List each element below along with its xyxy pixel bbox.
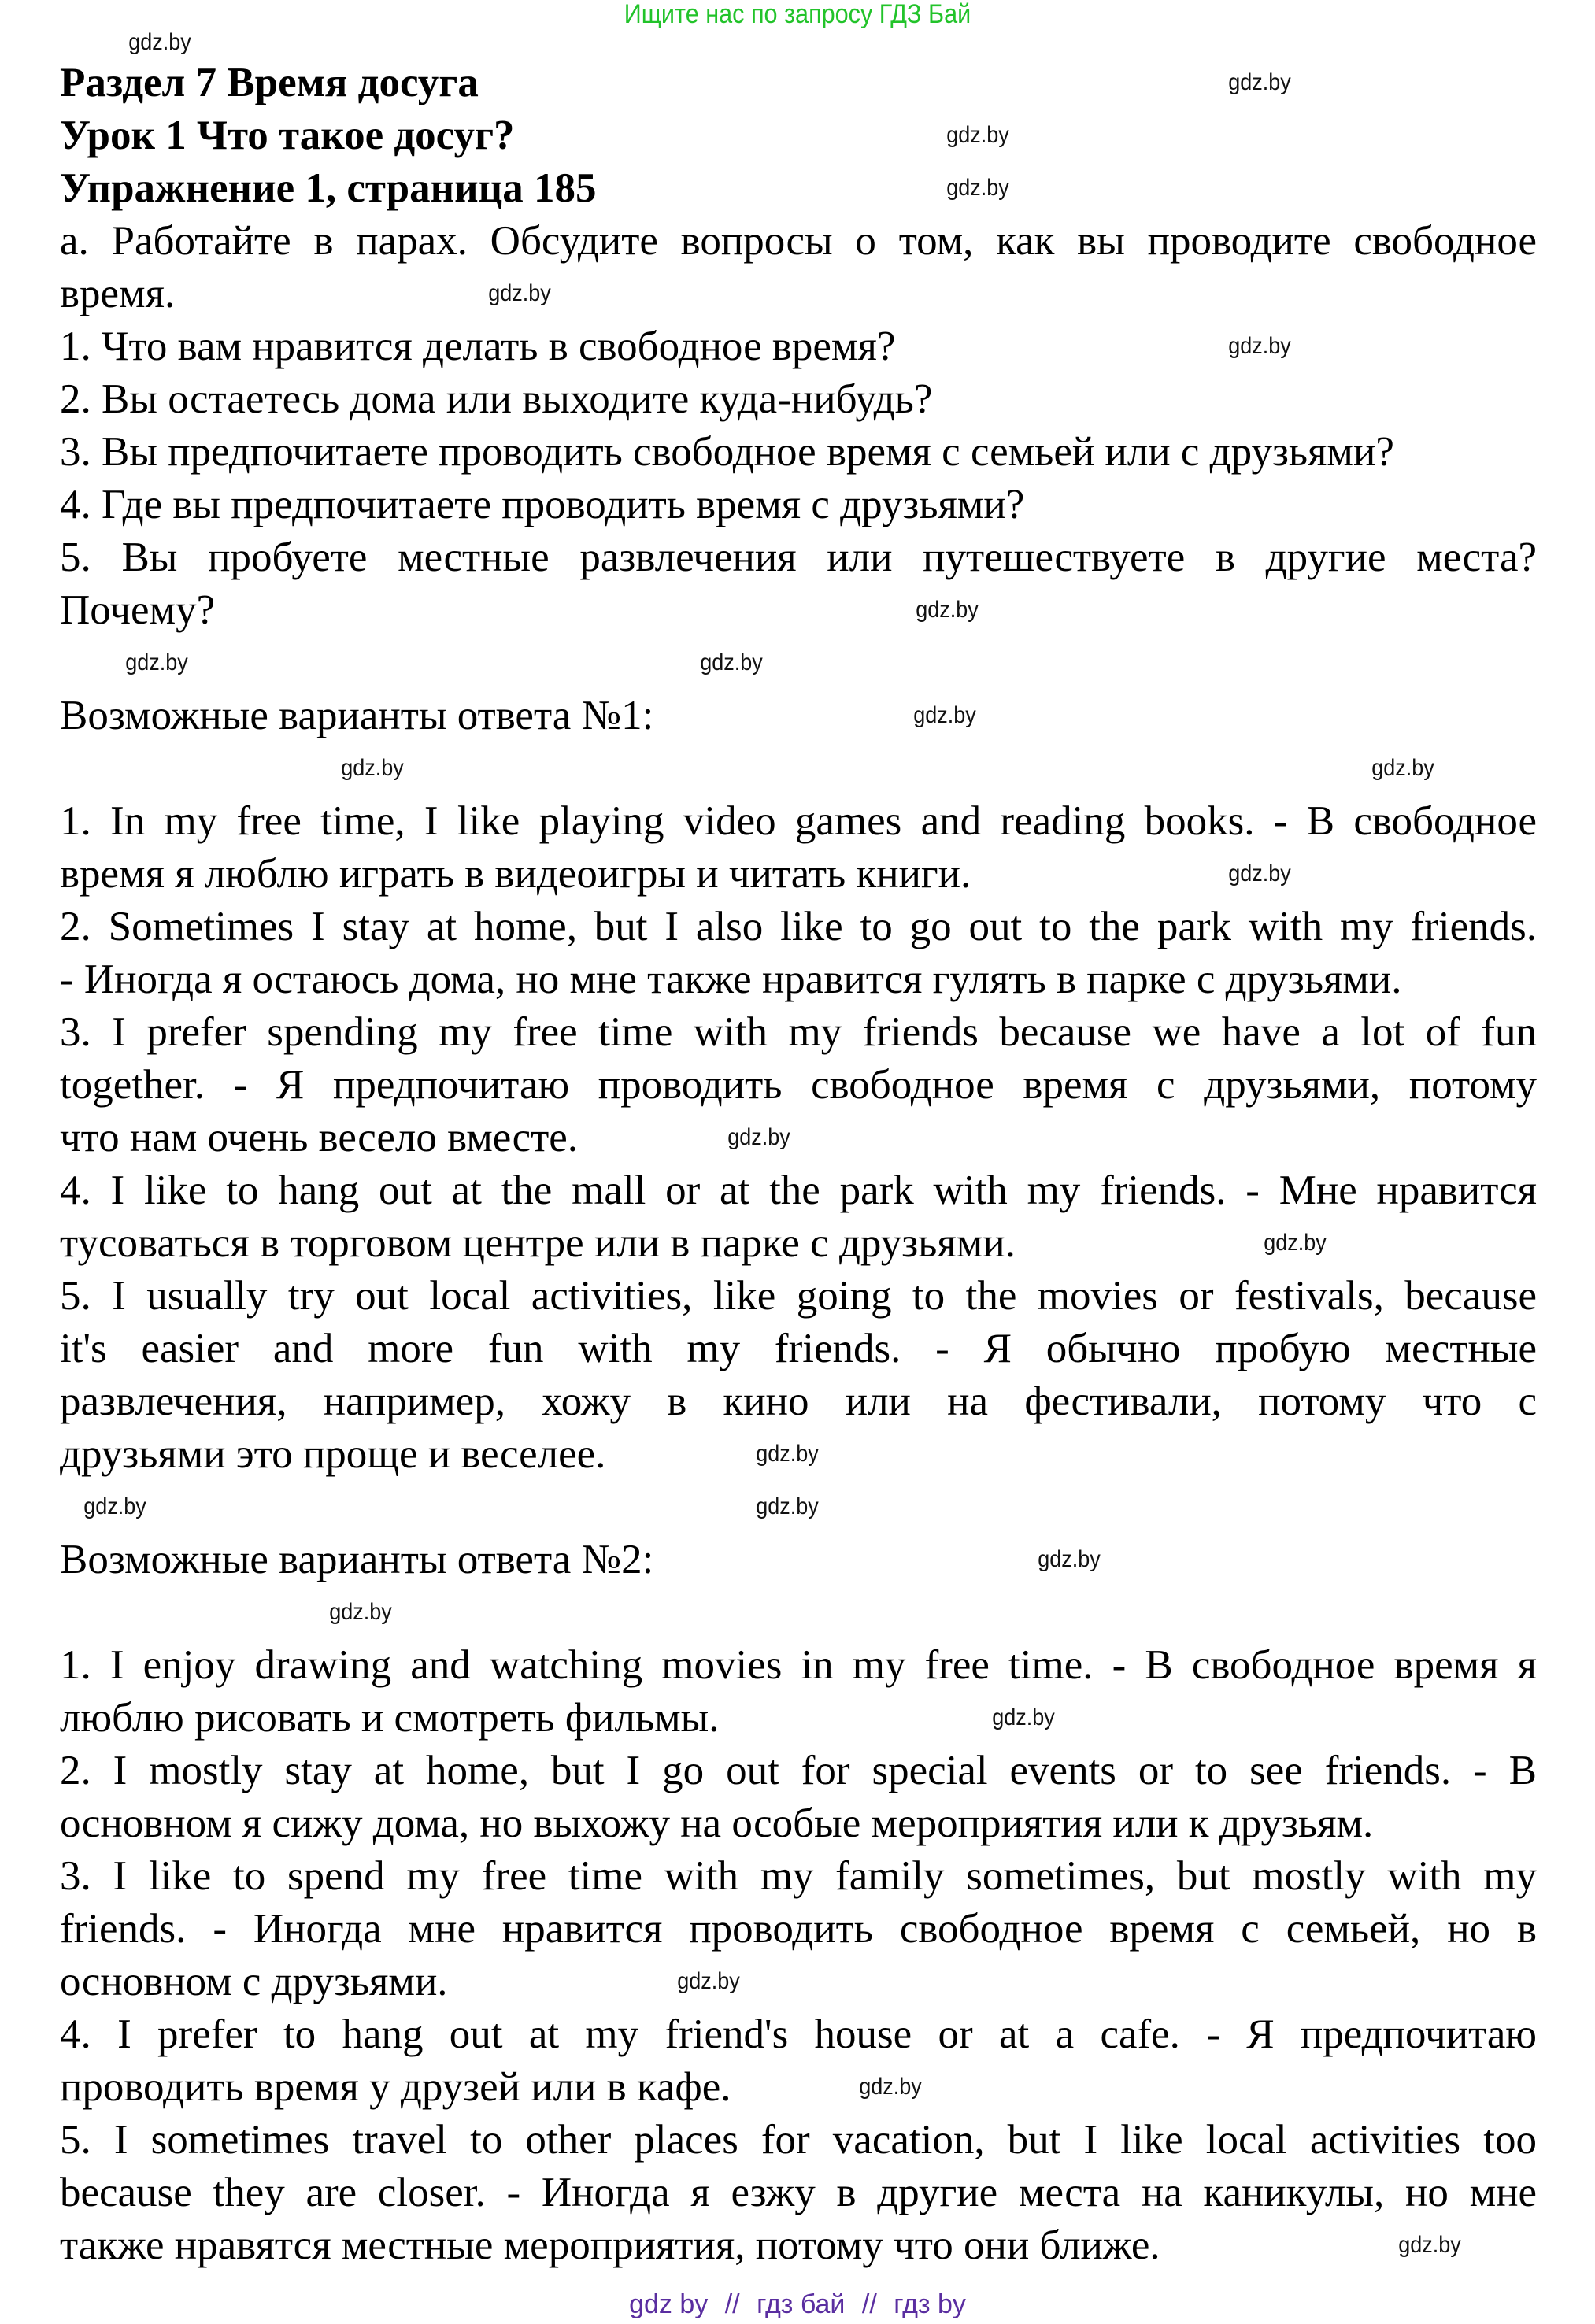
- watermark-text: gdz.by: [1228, 860, 1291, 886]
- text-line: развлечения, например, хожу в кино или на фестивали, потому что с: [60, 1378, 1537, 1424]
- watermark-text: gdz.by: [1228, 333, 1291, 359]
- answer-item: [60, 1639, 1537, 1745]
- text-line: 5. I usually try out local activities, like going to the movies or festivals, because: [60, 1273, 1537, 1319]
- footer-link-gdz-by[interactable]: gdz by: [629, 2289, 709, 2319]
- spacer: [60, 637, 1537, 690]
- text-line: основном с друзьями.: [60, 1959, 448, 2004]
- text-line: because they are closer. - Иногда я езжу в другие места на каникулы, но мне: [60, 2170, 1537, 2215]
- watermark-text: gdz.by: [341, 755, 404, 781]
- watermark-text: gdz.by: [992, 1704, 1055, 1730]
- watermark-text: gdz.by: [128, 29, 191, 55]
- question-item: [60, 479, 1537, 531]
- watermark-text: gdz.by: [700, 649, 763, 675]
- text-line: основном я сижу дома, но выхожу на особые мероприятия или к друзьям.: [60, 1800, 1374, 1846]
- section-title: Раздел 7 Время досуга: [60, 60, 479, 105]
- text-line: it's easier and more fun with my friends. - Я обычно пробую местные: [60, 1326, 1537, 1371]
- answer-item: [60, 2008, 1537, 2114]
- text-line: 3. Вы предпочитаете проводить свободное время с семьей или с друзьями?: [60, 429, 1394, 475]
- spacer: [60, 1586, 1537, 1639]
- text-line: 3. I like to spend my free time with my family sometimes, but mostly with my: [60, 1853, 1537, 1899]
- text-line: 5. I sometimes travel to other places for vacation, but I like local activities too: [60, 2117, 1537, 2163]
- text-line: а. Работайте в парах. Обсудите вопросы о том, как вы проводите свободное: [60, 218, 1537, 264]
- text-line: 1. Что вам нравится делать в свободное время?: [60, 324, 896, 369]
- spacer: [60, 742, 1537, 795]
- answer-item: [60, 2114, 1537, 2272]
- text-line: также нравятся местные мероприятия, потому что они ближе.: [60, 2222, 1160, 2268]
- top-banner[interactable]: Ищите нас по запросу ГДЗ Бай: [624, 0, 971, 29]
- text-line: 5. Вы пробуете местные развлечения или путешествуете в другие места?: [60, 535, 1537, 580]
- watermark-text: gdz.by: [1371, 755, 1434, 781]
- text-line: 4. Где вы предпочитаете проводить время с друзьями?: [60, 482, 1025, 527]
- question-item: [60, 320, 1537, 373]
- lesson-title: Урок 1 Что такое досуг?: [60, 113, 515, 158]
- answer-item: [60, 1850, 1537, 2008]
- question-item: [60, 426, 1537, 479]
- exercise-title: Упражнение 1, страница 185: [60, 165, 597, 211]
- watermark-text: gdz.by: [727, 1124, 790, 1150]
- text-line: friends. - Иногда мне нравится проводить свободное время с семьей, но в: [60, 1906, 1537, 1952]
- footer-separator: //: [861, 2289, 877, 2319]
- watermark-text: gdz.by: [913, 702, 976, 728]
- text-line: - Иногда я остаюсь дома, но мне также нравится гулять в парке с друзьями.: [60, 957, 1402, 1002]
- footer-link-gdz-bai[interactable]: гдз бай: [757, 2289, 846, 2319]
- answer-item: [60, 901, 1537, 1006]
- text-line: together. - Я предпочитаю проводить свободное время с друзьями, потому: [60, 1062, 1537, 1108]
- watermark-text: gdz.by: [916, 597, 979, 623]
- watermark-text: gdz.by: [1398, 2232, 1461, 2258]
- watermark-text: gdz.by: [756, 1493, 819, 1519]
- footer-link-gdz-by-ru[interactable]: гдз by: [894, 2289, 966, 2319]
- watermark-text: gdz.by: [1038, 1546, 1101, 1572]
- text-line: 2. Вы остаетесь дома или выходите куда-нибудь?: [60, 376, 933, 422]
- text-line: 4. I prefer to hang out at my friend's house or at a cafe. - Я предпочитаю: [60, 2011, 1537, 2057]
- footer-links: [0, 2289, 1595, 2320]
- text-line: проводить время у друзей или в кафе.: [60, 2064, 731, 2110]
- text-line: время я люблю играть в видеоигры и читать книги.: [60, 851, 971, 897]
- answer-item: [60, 795, 1537, 901]
- text-line: 1. I enjoy drawing and watching movies in my free time. - В свободное время я: [60, 1642, 1537, 1688]
- variants-1-title: Возможные варианты ответа №1:: [60, 693, 654, 738]
- text-line: 2. I mostly stay at home, but I go out for special events or to see friends. - В: [60, 1748, 1537, 1793]
- watermark-text: gdz.by: [756, 1441, 819, 1467]
- text-line: 1. In my free time, I like playing video games and reading books. - В свободное: [60, 798, 1537, 844]
- watermark-text: gdz.by: [1264, 1230, 1327, 1256]
- text-line: люблю рисовать и смотреть фильмы.: [60, 1695, 720, 1741]
- text-line: 3. I prefer spending my free time with my friends because we have a lot of fun: [60, 1009, 1537, 1055]
- document-content: [60, 57, 1537, 2272]
- watermark-text: gdz.by: [125, 649, 188, 675]
- variants-2-title: Возможные варианты ответа №2:: [60, 1537, 654, 1582]
- answer-item: [60, 1745, 1537, 1850]
- text-line: тусоваться в торговом центре или в парке с друзьями.: [60, 1220, 1016, 1266]
- watermark-text: gdz.by: [677, 1968, 740, 1994]
- text-line: 2. Sometimes I stay at home, but I also like to go out to the park with my friends.: [60, 904, 1537, 949]
- watermark-text: gdz.by: [329, 1599, 392, 1625]
- text-line: друзьями это проще и веселее.: [60, 1431, 606, 1477]
- watermark-text: gdz.by: [859, 2074, 922, 2100]
- watermark-text: gdz.by: [1228, 69, 1291, 95]
- text-line: Почему?: [60, 587, 216, 633]
- watermark-text: gdz.by: [83, 1493, 146, 1519]
- task-instruction: [60, 215, 1537, 320]
- watermark-text: gdz.by: [488, 280, 551, 306]
- footer-separator: //: [724, 2289, 740, 2319]
- watermark-text: gdz.by: [946, 175, 1009, 201]
- question-item: [60, 531, 1537, 637]
- answer-item: [60, 1006, 1537, 1164]
- text-line: 4. I like to hang out at the mall or at the park with my friends. - Мне нравится: [60, 1168, 1537, 1213]
- text-line: время.: [60, 271, 176, 316]
- question-item: [60, 373, 1537, 426]
- text-line: что нам очень весело вместе.: [60, 1115, 579, 1160]
- watermark-text: gdz.by: [946, 122, 1009, 148]
